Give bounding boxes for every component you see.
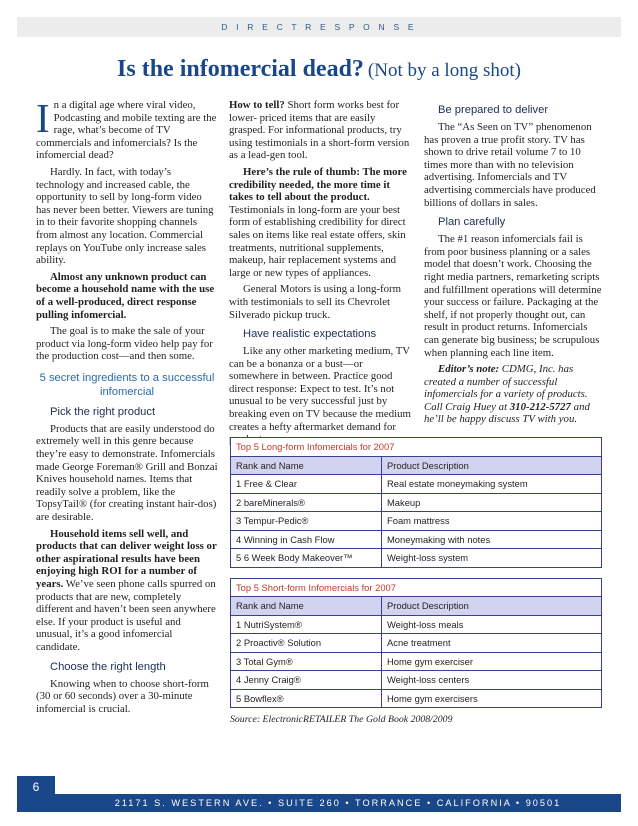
table-row [231, 634, 602, 653]
paragraph [229, 166, 411, 279]
ingredients-heading: 5 secret ingredients to a successful infomercial [39, 371, 215, 398]
paragraph-text: We’ve seen phone calls spurred on products that are new, completely different and haven’t been seen anywhere else. If your product is useful and unusual, it’s a good infomercial candidate. [36, 578, 216, 653]
intro-paragraph [36, 95, 218, 162]
paragraph [36, 528, 218, 654]
table-cell: 5 Bowflex® [231, 689, 382, 708]
paragraph: The “As Seen on TV” phenomenon has proven a true profit story. TV has shown to drive retail volume 7 to 10 times more than with no television advertising. Infomercials and TV advertising commercials have produced billions of dollars in sales. [424, 121, 596, 209]
table-cell: 4 Jenny Craig® [231, 671, 382, 690]
phone-number: 310-212-5727 [509, 400, 571, 413]
paragraph-text: Testimonials in long-form are your best form of establishing credibility for direct sales on items like real estate offers, skin treatments, nutritional supplements, makeup, hair replacement systems and large or new types of appliances. [229, 203, 406, 279]
table-row [231, 475, 602, 494]
table-header-cell: Product Description [382, 597, 602, 616]
subhead-pick-product: Pick the right product [50, 405, 156, 418]
paragraph: Products that are easily understood do extremely well in this genre because they’re easy to demonstrate. Infomercials made George Foreman® Grill and Bonzai Knives household names. Items that readily solve a problem, like the TopsyTail® (for creating instant hair-dos) are desirable. [36, 422, 218, 524]
table-cell: 2 Proactiv® Solution [231, 634, 382, 653]
paragraph-text: Short form works best for lower- priced items that are easily grasped. For informational products, try using testimonials in a short-form version as a lead-gen tool. [229, 99, 410, 162]
title-main: Is the infomercial dead? [117, 56, 364, 82]
editor-note [424, 363, 602, 426]
table-row [231, 671, 602, 690]
table-header-cell: Rank and Name [231, 597, 382, 616]
footer-address: 21171 S. WESTERN AVE. • SUITE 260 • TORRANCE • CALIFORNIA • 90501 [114, 798, 562, 808]
paragraph: Hardly. In fact, with today’s technology and increased cable, the opportunity to sell by long-form video has never been better. Viewers are tuning in to their favorite shopping channels from almost any location. Commercial replays on YouTube only increase sales ability. [36, 165, 214, 267]
table-row [231, 512, 602, 531]
paragraph: Like any other marketing medium, TV can be a bonanza or a bust—or somewhere in between. Practice good direct response: Expect to test. It’s not unusual to be very successful just by breaking even on TV because the medium creates a hefty aftermarket demand for [229, 345, 411, 433]
table-row [231, 689, 602, 708]
editor-text: and he’ll be happy discuss TV with you. [424, 400, 590, 426]
table-source: Source: ElectronicRETAILER The Gold Book 2008/2009 [230, 714, 453, 725]
table-cell: 3 Tempur-Pedic® [231, 512, 382, 531]
bold-text: Household items sell well, and products that can deliver weight loss or other aspirational results have been enjoying high ROI for a number of years. [36, 527, 217, 590]
section-label: D I R E C T R E S P O N S E [221, 22, 417, 32]
editor-text: CDMG, Inc. has created a number of successful infomercials for a variety of products. Call Craig Huey at [424, 363, 588, 413]
intro-text: n a digital age where viral video, Podcasting and mobile texting are the rage, what’s become of TV commercials and infomercials? Is the infomercial dead? [36, 99, 217, 162]
table-cell: Weight-loss system [382, 549, 602, 568]
page-number: 6 [17, 776, 55, 812]
table-cell: 1 Free & Clear [231, 475, 382, 494]
paragraph: The goal is to make the sale of your product via long-form video help pay for the production cost—and then some. [36, 325, 213, 363]
column-3 [424, 99, 602, 430]
table-cell: Acne treatment [382, 634, 602, 653]
paragraph: The #1 reason infomercials fail is from poor business planning or a sales model that doesn’t work. Choosing the right media partners, remarketing scripts and fulfillment operations will determine your success or failure. Packaging at the shelf, if not properly thought out, can result in product returns. Infomercials can generate big business; be scrupulous when planning each line item. [424, 233, 602, 359]
long-form-table [230, 437, 602, 568]
paragraph [36, 271, 218, 321]
title-sub: (Not by a long shot) [367, 60, 521, 81]
table-cell: Home gym exercisers [382, 689, 602, 708]
drop-cap: I [36, 95, 50, 141]
table-cell: Weight-loss centers [382, 671, 602, 690]
subhead-expectations: Have realistic expectations [243, 328, 377, 341]
table-cell: Moneymaking with notes [382, 530, 602, 549]
table-row [231, 530, 602, 549]
subhead-plan: Plan carefully [438, 216, 506, 229]
table-header-cell: Product Description [382, 456, 602, 475]
bold-text: Almost any unknown product can become a household name with the use of a well-produced, direct response pulling infomercial. [36, 270, 215, 321]
table-cell: Foam mattress [382, 512, 602, 531]
column-1 [36, 95, 218, 719]
subhead-choose-length: Choose the right length [50, 660, 166, 673]
table-cell: Weight-loss meals [382, 615, 602, 634]
table-row [231, 652, 602, 671]
table-header-cell: Rank and Name [231, 456, 382, 475]
subhead-prepared: Be prepared to deliver [438, 104, 549, 116]
table-row [231, 549, 602, 568]
article-title [0, 56, 638, 83]
table-row [231, 615, 602, 634]
bold-text: Here’s the rule of thumb: The more credibility needed, the more time it takes to tell about the product. [229, 165, 407, 204]
table-caption: Top 5 Short-form Infomercials for 2007 [231, 578, 602, 597]
table-cell: 1 NutriSystem® [231, 615, 382, 634]
table-cell: 5 6 Week Body Makeover™ [231, 549, 382, 568]
editor-label: Editor’s note: [438, 363, 500, 376]
tables-block [230, 437, 602, 725]
table-cell: Real estate moneymaking system [382, 475, 602, 494]
paragraph: Knowing when to choose short-form (30 or 60 seconds) over a 30-minute infomercial is crucial. [36, 677, 209, 715]
table-cell: Makeup [382, 493, 602, 512]
paragraph [229, 99, 411, 162]
table-row [231, 493, 602, 512]
table-cell: Home gym exerciser [382, 652, 602, 671]
paragraph: General Motors is using a long-form with testimonials to sell its Chevrolet Silverado pickup truck. [229, 283, 402, 321]
table-cell: 3 Total Gym® [231, 652, 382, 671]
short-form-table [230, 578, 602, 709]
table-cell: 2 bareMinerals® [231, 493, 382, 512]
bold-text: How to tell? [229, 99, 285, 111]
section-header-bar [17, 17, 621, 37]
table-caption: Top 5 Long-form Infomercials for 2007 [231, 438, 602, 457]
column-2 [229, 99, 411, 450]
table-cell: 4 Winning in Cash Flow [231, 530, 382, 549]
